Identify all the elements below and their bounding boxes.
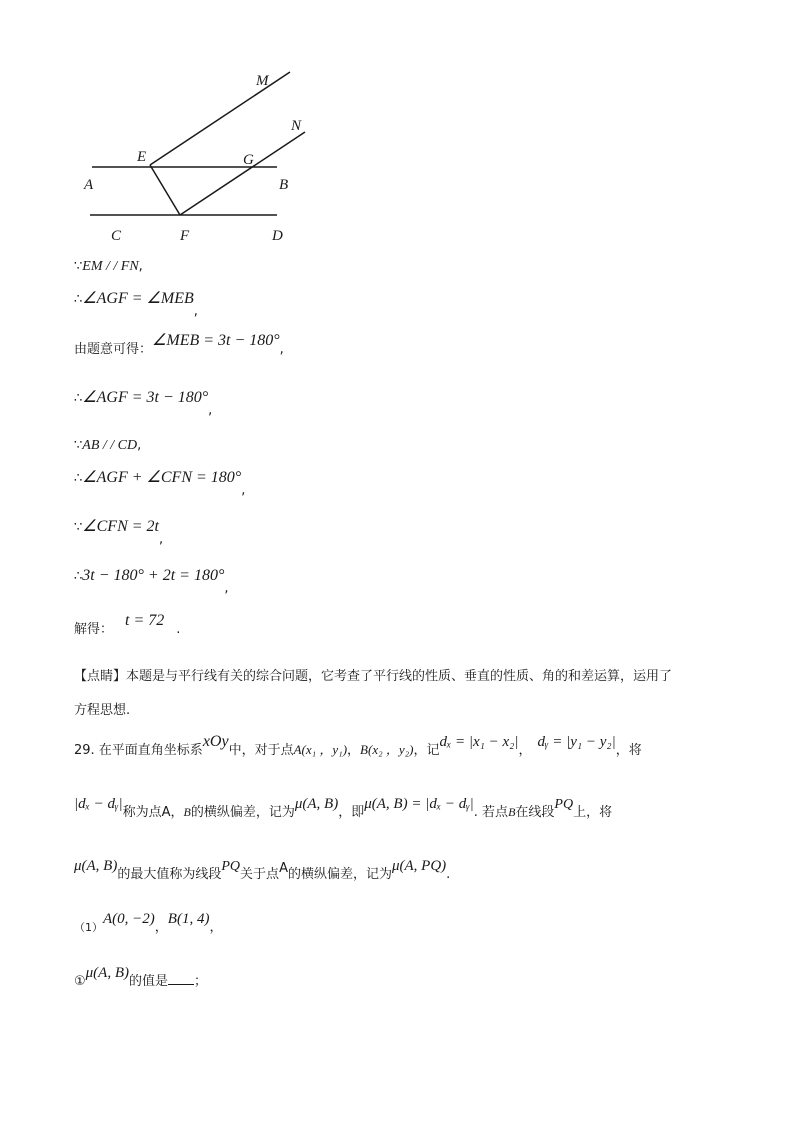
problem-line-1: 29. 在平面直角坐标系xOy中，对于点A(x₁ ，y₁)，B(x₂ ，y₂)，记dₓ = |x₁ − x₂|，dᵧ = |y₁ − y₂|，将 bbox=[74, 733, 642, 758]
comment-line-2: 方程思想. bbox=[74, 703, 131, 718]
step-1: ∵EM / / FN, bbox=[74, 259, 143, 274]
comment-block bbox=[74, 660, 730, 728]
label-g: G bbox=[243, 152, 254, 168]
label-f: F bbox=[180, 228, 190, 244]
problem-line-3: μ(A, B)的最大值称为线段PQ关于点A的横纵偏差，记为μ(A, PQ). bbox=[74, 858, 451, 882]
label-b: B bbox=[279, 177, 289, 193]
segment-ef bbox=[150, 165, 180, 215]
step-3: 由题意可得：∠MEB = 3t − 180°, bbox=[74, 332, 284, 357]
label-a: A bbox=[84, 177, 94, 193]
step-6: ∴∠AGF + ∠CFN = 180°, bbox=[74, 469, 246, 498]
answer-blank[interactable] bbox=[168, 970, 194, 985]
comment-line-1: 【点睛】本题是与平行线有关的综合问题，它考查了平行线的性质、垂直的性质、角的和差运算，运用了 bbox=[74, 669, 673, 684]
step-8: ∴3t − 180° + 2t = 180°, bbox=[74, 567, 229, 596]
label-m: M bbox=[256, 73, 269, 89]
label-d: D bbox=[272, 228, 283, 244]
problem-line-2: |dₓ − dᵧ|称为点A，B的横纵偏差，记为μ(A, B)，即μ(A, B) = |dₓ − dᵧ|. 若点B在线段PQ上，将 bbox=[74, 796, 613, 820]
step-4: ∴∠AGF = 3t − 180°, bbox=[74, 389, 213, 418]
step-5: ∵AB / / CD, bbox=[74, 438, 142, 453]
subquestion-1-1: ①μ(A, B)的值是 ； bbox=[74, 965, 208, 989]
step-9: 解得：t = 72. bbox=[74, 612, 181, 637]
label-e: E bbox=[137, 149, 147, 165]
subquestion-1: （1）A(0, −2)，B(1, 4)， bbox=[74, 911, 223, 935]
step-2: ∴∠AGF = ∠MEB, bbox=[74, 290, 198, 319]
step-7: ∵∠CFN = 2t, bbox=[74, 518, 164, 547]
label-n: N bbox=[291, 118, 302, 134]
label-c: C bbox=[111, 228, 122, 244]
geometry-figure bbox=[80, 60, 320, 250]
ray-fn bbox=[180, 132, 305, 215]
ray-em bbox=[150, 72, 290, 165]
